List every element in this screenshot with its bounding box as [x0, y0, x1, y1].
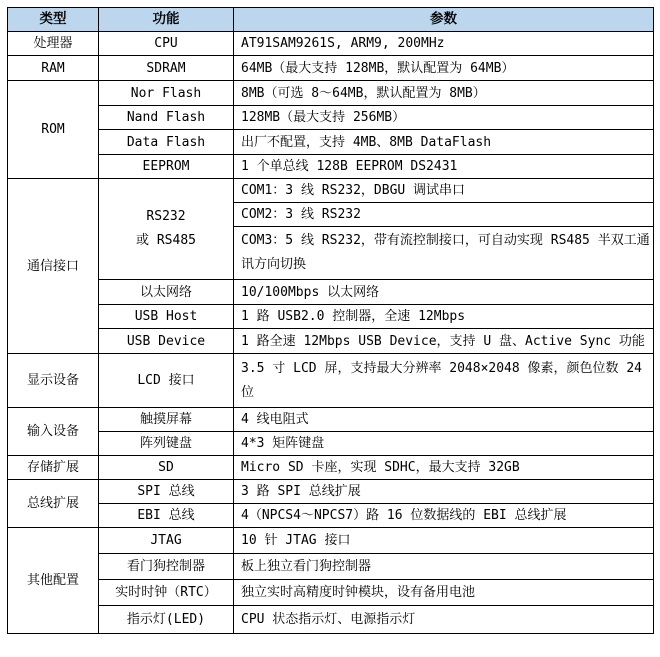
parameter-cell: 板上独立看门狗控制器 — [234, 554, 654, 580]
parameter-cell: 3.5 寸 LCD 屏，支持最大分辨率 2048×2048 像素，颜色位数 24 位 — [234, 354, 654, 408]
table-row — [8, 81, 654, 106]
table-row — [8, 329, 654, 354]
function-cell: EBI 总线 — [99, 504, 234, 528]
function-cell: Data Flash — [99, 130, 234, 155]
parameter-cell: Micro SD 卡座，实现 SDHC，最大支持 32GB — [234, 456, 654, 480]
category-cell: 显示设备 — [8, 354, 99, 408]
parameter-cell: COM1：3 线 RS232，DBGU 调试串口 — [234, 179, 654, 203]
category-cell: 处理器 — [8, 32, 99, 56]
table-row — [8, 354, 654, 408]
parameter-cell: AT91SAM9261S, ARM9, 200MHz — [234, 32, 654, 56]
parameter-cell: 128MB（最大支持 256MB） — [234, 106, 654, 130]
category-cell: RAM — [8, 56, 99, 81]
function-cell: SPI 总线 — [99, 480, 234, 504]
category-cell: 其他配置 — [8, 528, 99, 634]
parameter-cell: 8MB（可选 8～64MB，默认配置为 8MB） — [234, 81, 654, 106]
function-cell: 触摸屏幕 — [99, 408, 234, 432]
function-cell: SDRAM — [99, 56, 234, 81]
table-row — [8, 179, 654, 203]
table-row — [8, 130, 654, 155]
function-cell: SD — [99, 456, 234, 480]
parameter-cell: 1 路全速 12Mbps USB Device，支持 U 盘、Active Sync 功能 — [234, 329, 654, 354]
parameter-cell: 4（NPCS4～NPCS7）路 16 位数据线的 EBI 总线扩展 — [234, 504, 654, 528]
function-cell: 指示灯(LED) — [99, 606, 234, 634]
table-row — [8, 528, 654, 554]
parameter-cell: CPU 状态指示灯、电源指示灯 — [234, 606, 654, 634]
parameter-cell: 1 路 USB2.0 控制器，全速 12Mbps — [234, 305, 654, 329]
parameter-cell: 1 个单总线 128B EEPROM DS2431 — [234, 155, 654, 179]
parameter-cell: COM3：5 线 RS232，带有流控制接口，可自动实现 RS485 半双工通讯方向切换 — [234, 227, 654, 280]
table-row — [8, 554, 654, 580]
parameter-cell: 出厂不配置，支持 4MB、8MB DataFlash — [234, 130, 654, 155]
spec-table-container — [7, 7, 654, 634]
table-row — [8, 580, 654, 606]
spec-table — [7, 7, 654, 634]
table-row — [8, 408, 654, 432]
function-cell: CPU — [99, 32, 234, 56]
header-function: 功能 — [99, 8, 234, 32]
function-cell: JTAG — [99, 528, 234, 554]
table-row — [8, 56, 654, 81]
function-cell: LCD 接口 — [99, 354, 234, 408]
parameter-cell: COM2：3 线 RS232 — [234, 203, 654, 227]
function-cell: EEPROM — [99, 155, 234, 179]
table-row — [8, 504, 654, 528]
parameter-cell: 独立实时高精度时钟模块，设有备用电池 — [234, 580, 654, 606]
function-cell: Nor Flash — [99, 81, 234, 106]
function-line: RS232 — [146, 209, 186, 224]
parameter-cell: 3 路 SPI 总线扩展 — [234, 480, 654, 504]
function-cell: USB Device — [99, 329, 234, 354]
table-row — [8, 280, 654, 305]
category-cell: 输入设备 — [8, 408, 99, 456]
function-cell: 实时时钟（RTC） — [99, 580, 234, 606]
function-cell: USB Host — [99, 305, 234, 329]
category-cell: 存储扩展 — [8, 456, 99, 480]
table-row — [8, 456, 654, 480]
parameter-cell: 4 线电阻式 — [234, 408, 654, 432]
table-row — [8, 305, 654, 329]
function-cell: 阵列键盘 — [99, 432, 234, 456]
table-row — [8, 606, 654, 634]
function-cell — [99, 179, 234, 280]
parameter-cell: 64MB（最大支持 128MB，默认配置为 64MB） — [234, 56, 654, 81]
parameter-cell: 4*3 矩阵键盘 — [234, 432, 654, 456]
table-row — [8, 32, 654, 56]
category-cell: 总线扩展 — [8, 480, 99, 528]
function-line: 或 RS485 — [136, 233, 196, 248]
parameter-cell: 10/100Mbps 以太网络 — [234, 280, 654, 305]
function-cell: 以太网络 — [99, 280, 234, 305]
category-cell: ROM — [8, 81, 99, 179]
table-row — [8, 155, 654, 179]
function-cell: Nand Flash — [99, 106, 234, 130]
header-type: 类型 — [8, 8, 99, 32]
parameter-cell: 10 针 JTAG 接口 — [234, 528, 654, 554]
function-cell: 看门狗控制器 — [99, 554, 234, 580]
header-parameter: 参数 — [234, 8, 654, 32]
header-row — [8, 8, 654, 32]
table-row — [8, 432, 654, 456]
table-row — [8, 480, 654, 504]
category-cell: 通信接口 — [8, 179, 99, 354]
table-row — [8, 106, 654, 130]
